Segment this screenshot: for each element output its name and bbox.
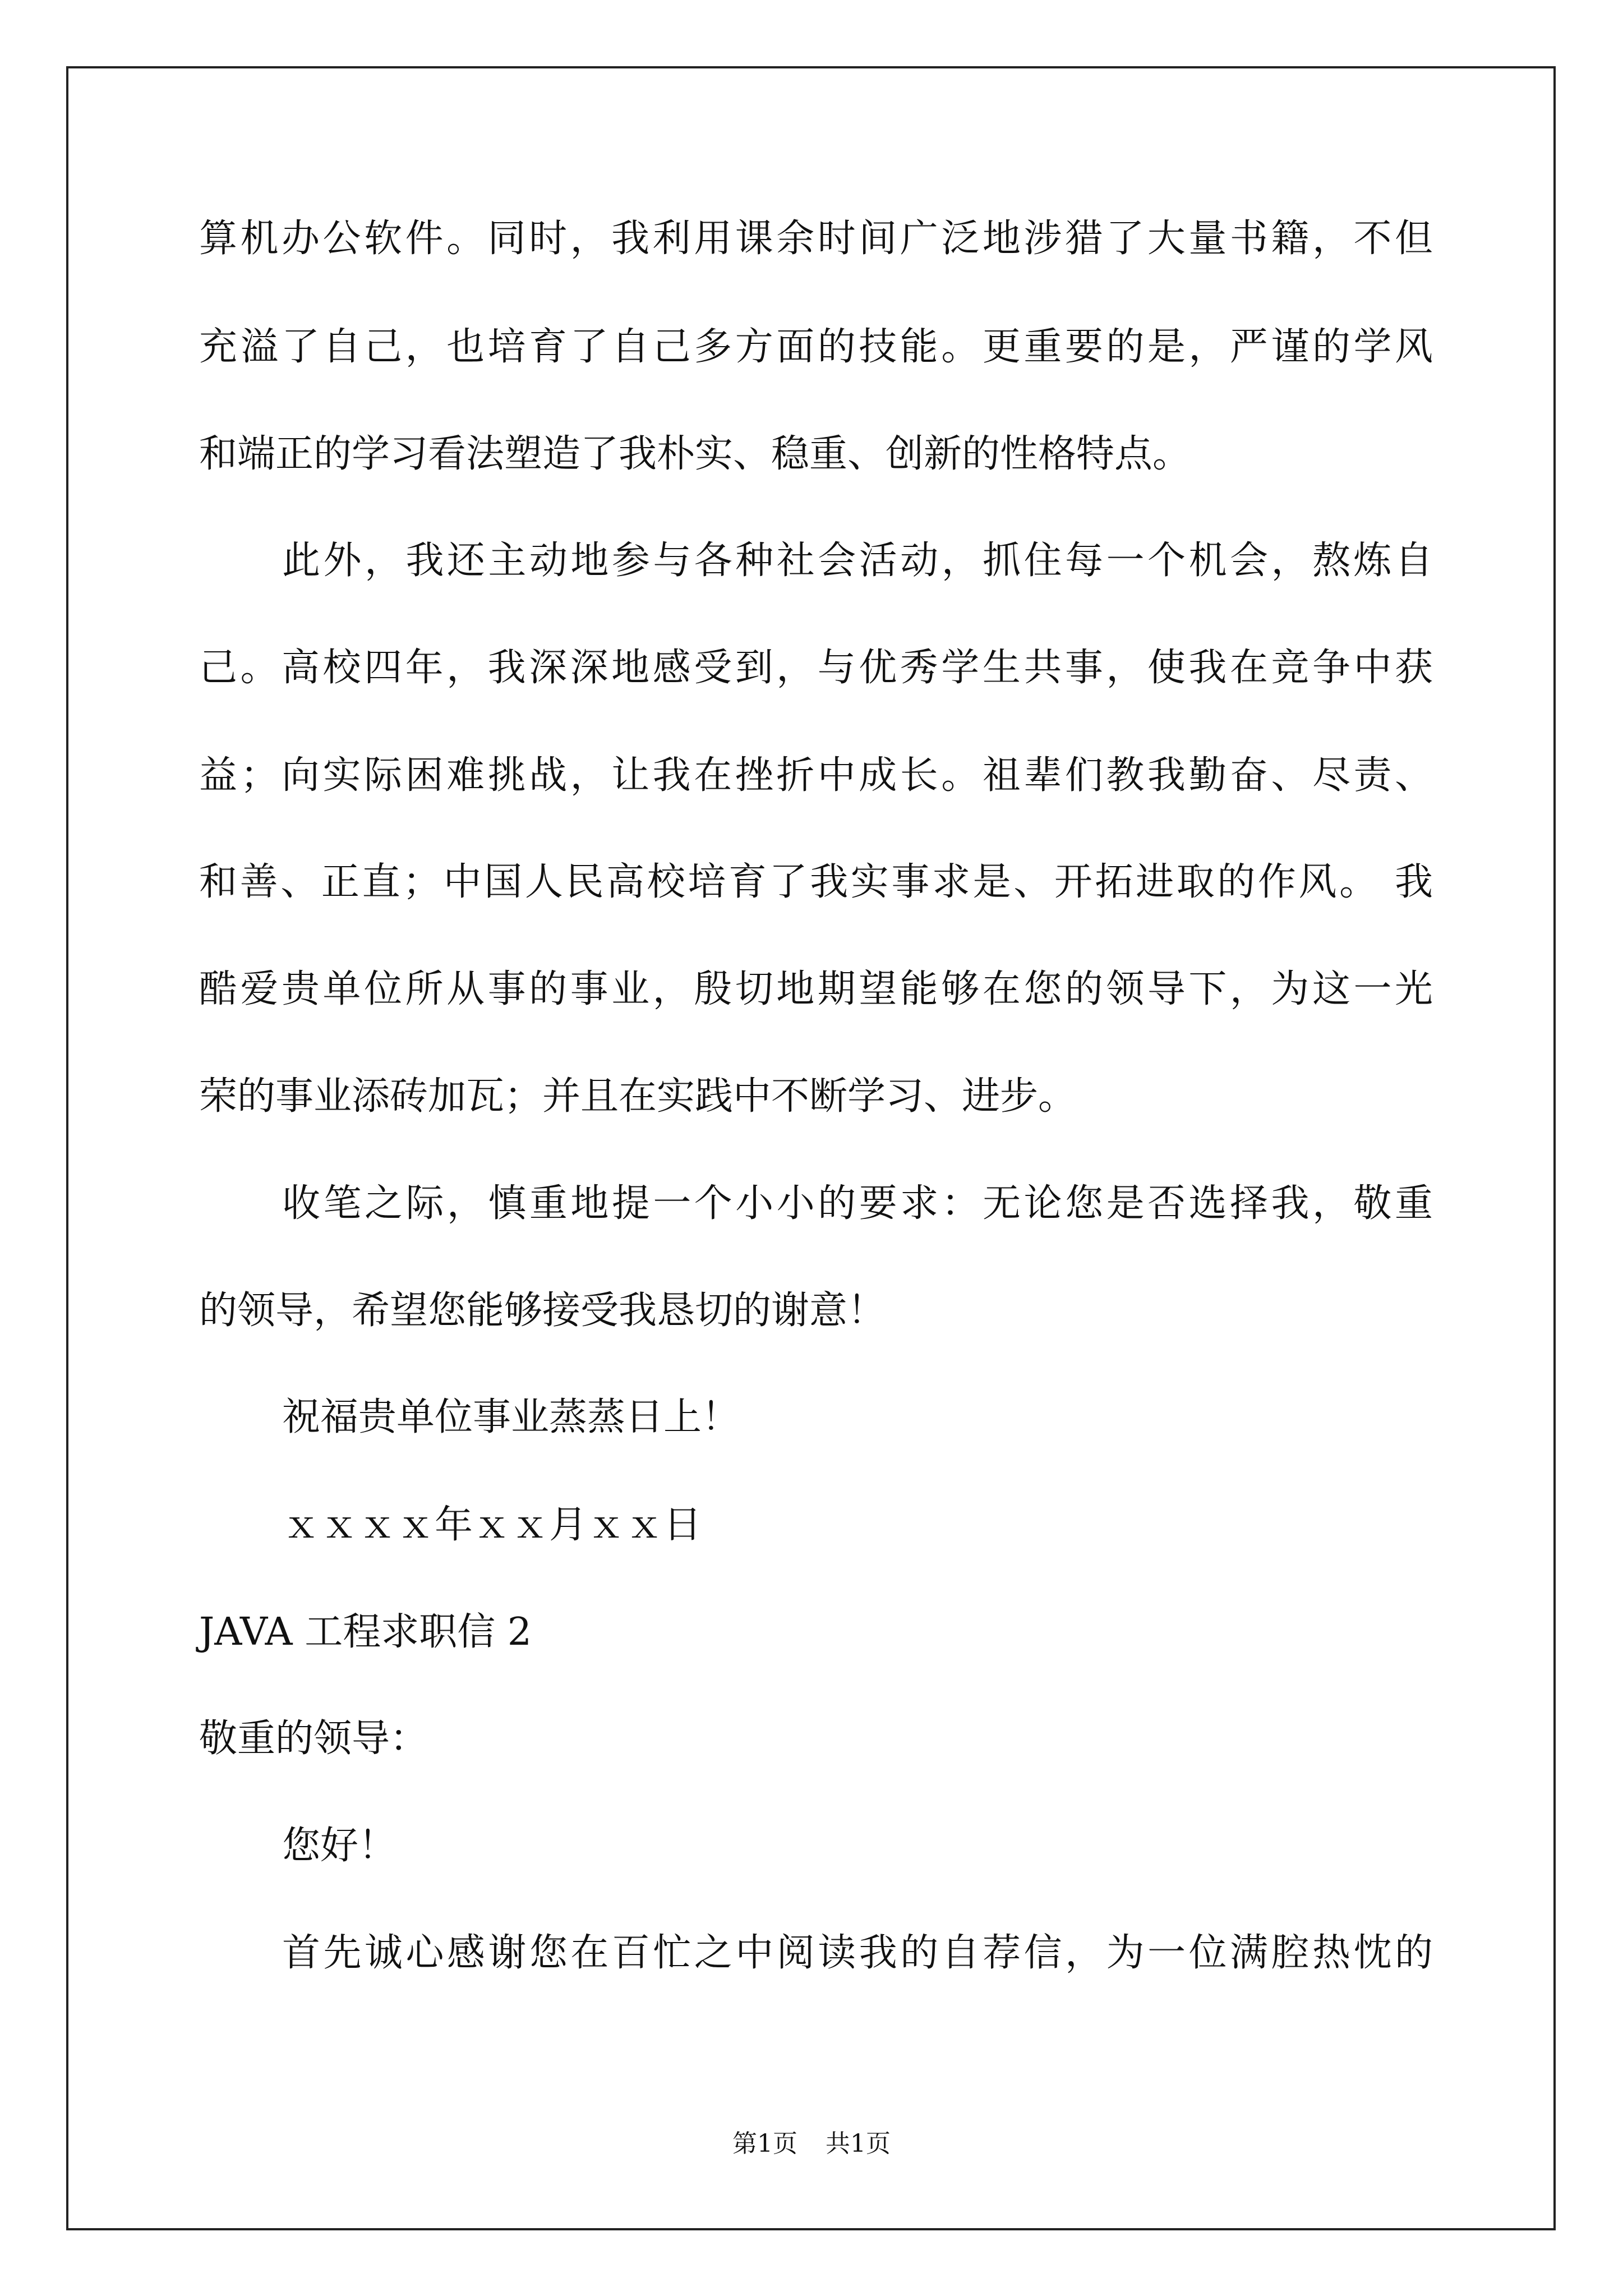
text-line: 益；向实际困难挑战，让我在挫折中成长。祖辈们教我勤奋、尽责、 <box>199 753 1433 798</box>
greeting: 您好！ <box>282 1824 397 1868</box>
text-line: 荣的事业添砖加瓦；并且在实践中不断学习、进步。 <box>199 1074 1077 1119</box>
text-line: 的领导，希望您能够接受我恳切的谢意！ <box>199 1289 886 1333</box>
closing-wish: 祝福贵单位事业蒸蒸日上！ <box>282 1395 740 1439</box>
page-number: 第1页 <box>732 2129 797 2158</box>
text-line: 和善、正直；中国人民高校培育了我实事求是、开拓进取的作风。 我 <box>199 860 1433 904</box>
page-border <box>66 66 1556 2230</box>
text-line: 算机办公软件。同时，我利用课余时间广泛地涉猎了大量书籍，不但 <box>199 217 1433 261</box>
paragraph-start-line: 收笔之际，慎重地提一个小小的要求：无论您是否选择我，敬重 <box>282 1181 1433 1226</box>
page-footer <box>0 2129 1623 2158</box>
page-total: 共1页 <box>826 2129 891 2158</box>
text-line: 酷爱贵单位所从事的事业，殷切地期望能够在您的领导下，为这一光 <box>199 967 1433 1011</box>
text-line: 和端正的学习看法塑造了我朴实、稳重、创新的性格特点。 <box>199 432 1191 476</box>
text-line: 己。高校四年，我深深地感受到，与优秀学生共事，使我在竞争中获 <box>199 646 1433 690</box>
salutation: 敬重的领导： <box>199 1717 428 1761</box>
section-title: JAVA 工程求职信 2 <box>199 1610 532 1654</box>
paragraph-start-line: 此外，我还主动地参与各种社会活动，抓住每一个机会，熬炼自 <box>282 539 1433 583</box>
date-line: ｘｘｘｘ年ｘｘ月ｘｘ日 <box>282 1503 702 1547</box>
text-line: 充溢了自己，也培育了自己多方面的技能。更重要的是，严谨的学风 <box>199 325 1433 369</box>
paragraph-start-line: 首先诚心感谢您在百忙之中阅读我的自荐信，为一位满腔热忱的 <box>282 1931 1433 1975</box>
